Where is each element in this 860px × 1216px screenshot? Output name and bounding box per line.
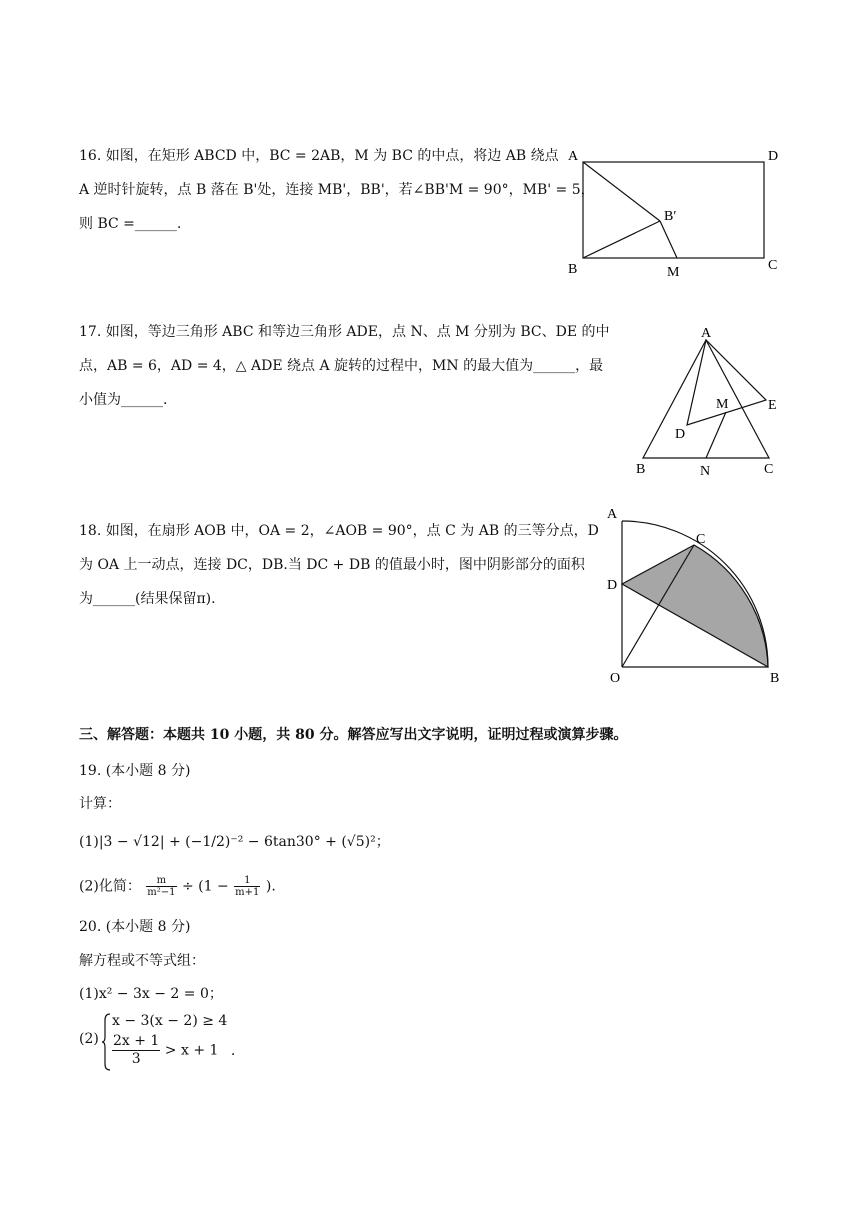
q19-part2-prefix: (2)化简： [79,878,141,895]
fraction-denominator: m+1 [235,887,260,898]
label-n: N [700,464,711,479]
inequality-rhs: > x + 1 [164,1042,219,1059]
q20-inequality-1: x − 3(x − 2) ≥ 4 [112,1013,228,1029]
q18-line2: 为 OA 上一动点，连接 DC，DB.当 DC + DB 的值最小时，图中阴影部分的面积 [79,557,585,573]
q17-line1: 17. 如图，等边三角形 ABC 和等边三角形 ADE，点 N、点 M 分别为 BC、DE 的中 [79,324,610,340]
label-b: B [770,671,780,686]
q16-line3: 则 BC =______. [79,216,182,232]
segment-ab-prime [583,162,660,221]
q20-title: 20. (本小题 8 分) [79,919,191,935]
label-c: C [764,462,774,477]
label-o: O [610,671,621,686]
q16-line2: A 逆时针旋转，点 B 落在 B'处，连接 MB'，BB'，若∠BB'M = 90°，MB' = 5， [79,182,595,198]
q19-part2 [79,875,276,898]
q20-part2-label: (2) [79,1031,99,1047]
label-b: B [568,262,578,277]
label-a: A [568,149,579,164]
label-c: C [768,258,778,273]
q17-line2: 点，AB = 6，AD = 4，△ ADE 绕点 A 旋转的过程中，MN 的最大值为______，最 [79,358,604,374]
label-b: B [636,462,646,477]
q20-inequality-2 [112,1033,235,1068]
fraction-numerator: m [146,875,176,887]
q19-part2-suffix: ). [265,878,276,895]
q16-line1: 16. 如图，在矩形 ABCD 中，BC = 2AB，M 为 BC 的中点，将边 AB 绕点 [79,148,559,164]
q17-line3: 小值为______. [79,392,168,408]
q19-title: 19. (本小题 8 分) [79,763,191,779]
label-b-prime: B′ [664,209,677,224]
q19-part1: (1)|3 − √12| + (−1/2)⁻² − 6tan30° + (√5)²； [79,834,390,850]
q18-line3: 为______(结果保留π). [79,591,216,607]
q18-line1: 18. 如图，在扇形 AOB 中，OA = 2，∠AOB = 90°，点 C 为 AB 的三等分点，D [79,523,599,539]
label-e: E [768,398,777,413]
label-d: D [607,578,618,593]
end-period: . [230,1042,236,1059]
shaded-region [622,545,768,667]
fraction-numerator: 1 [234,875,260,887]
fraction-numerator: 2x + 1 [113,1033,160,1049]
brace-icon [101,1013,111,1071]
segment-bb-prime [583,221,660,258]
q20-intro: 解方程或不等式组： [79,953,205,969]
label-m: M [716,397,729,412]
q18-figure [600,500,790,690]
fraction-denominator: 3 [131,1051,141,1067]
segment-mb-prime [660,221,677,258]
q16-figure [560,144,790,284]
label-d: D [675,427,686,442]
fraction-denominator: m²−1 [147,887,176,898]
label-d: D [768,149,779,164]
label-c: C [696,532,706,547]
q19-fraction-1 [146,875,176,898]
q19-part2-mid: ÷ (1 − [181,878,229,895]
inequality-fraction [112,1033,160,1068]
q19-fraction-2 [234,875,260,898]
q20-part1: (1)x² − 3x − 2 = 0； [79,986,223,1002]
triangle-abc [643,340,769,458]
label-m: M [667,265,680,280]
section-heading: 三、解答题：本题共 10 小题，共 80 分。解答应写出文字说明，证明过程或演算步骤。 [79,727,628,743]
segment-mn [706,412,726,458]
q17-figure [630,322,785,482]
label-a: A [607,507,618,522]
label-a: A [701,326,712,341]
q19-intro: 计算： [79,796,121,812]
